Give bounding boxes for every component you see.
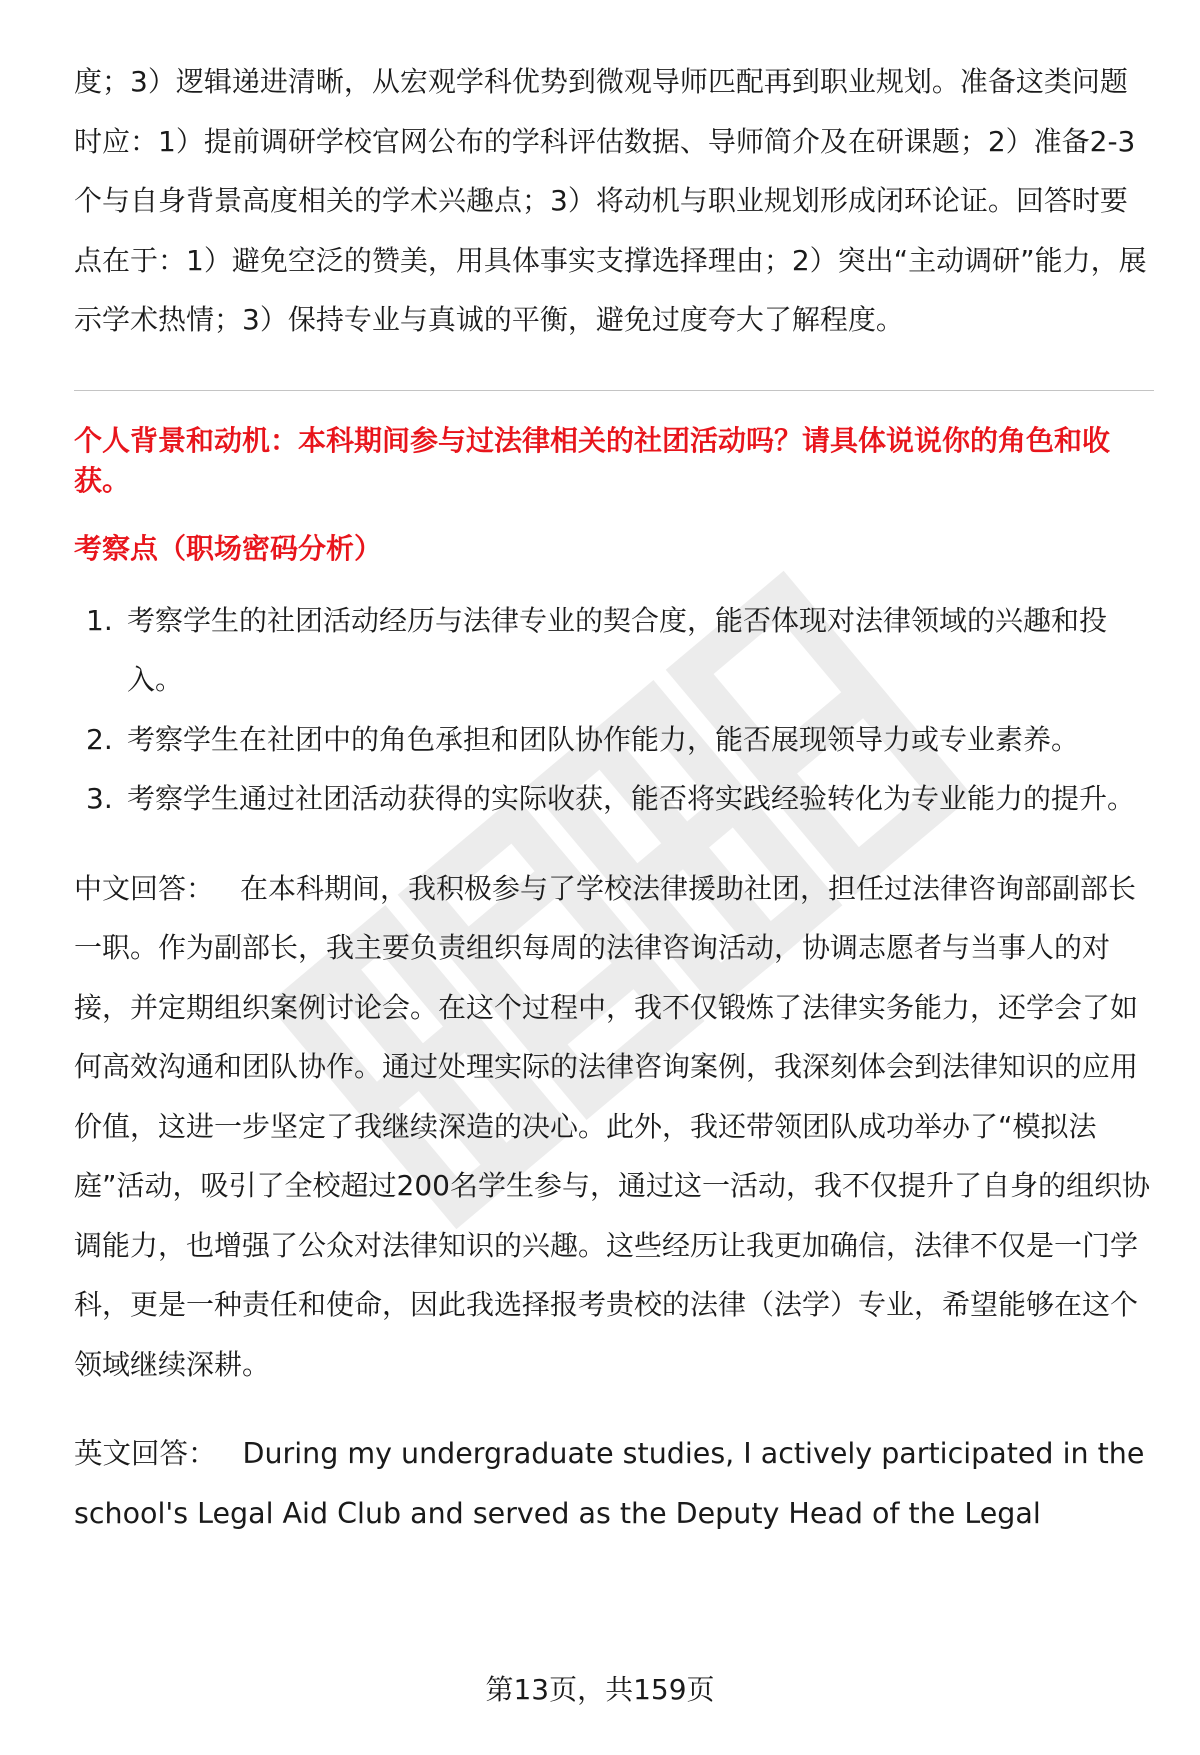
english-answer-text: During my undergraduate studies, I actively participated in the school's Legal Aid Club and served as the Deputy Head of the Legal (74, 1437, 1145, 1530)
chinese-answer (74, 859, 1154, 1395)
assessment-item (74, 591, 1154, 710)
item-text: 考察学生的社团活动经历与法律专业的契合度，能否体现对法律领域的兴趣和投入。 (127, 603, 1108, 696)
item-number: 3. (86, 782, 113, 815)
english-answer (74, 1424, 1154, 1543)
chinese-answer-label: 中文回答： (74, 871, 215, 905)
section-divider (74, 390, 1154, 391)
assessment-item (74, 710, 1154, 770)
assessment-list (74, 591, 1154, 829)
item-number: 2. (86, 722, 113, 756)
item-number: 1. (86, 603, 113, 637)
english-answer-label: 英文回答： (74, 1437, 217, 1470)
item-text: 考察学生通过社团活动获得的实际收获，能否将实践经验转化为专业能力的提升。 (127, 782, 1136, 815)
assessment-item (74, 769, 1154, 829)
question-heading: 个人背景和动机：本科期间参与过法律相关的社团活动吗？请具体说说你的角色和收获。 (74, 423, 1111, 497)
intro-paragraph: 度；3）逻辑递进清晰，从宏观学科优势到微观导师匹配再到职业规划。准备这类问题时应：1）提前调研学校官网公布的学科评估数据、导师简介及在研课题；2）准备2-3个与自身背景高度相关的学术兴趣点；3）将动机与职业规划形成闭环论证。回答时要点在于：1）避免空泛的赞美，用具体事实支撑选择理由；2）突出“主动调研”能力，展示学术热情；3）保持专业与真诚的平衡，避免过度夸大了解程度。 (74, 65, 1147, 336)
chinese-answer-text: 在本科期间，我积极参与了学校法律援助社团，担任过法律咨询部副部长一职。作为副部长，我主要负责组织每周的法律咨询活动，协调志愿者与当事人的对接，并定期组织案例讨论会。在这个过程中，我不仅锻炼了法律实务能力，还学会了如何高效沟通和团队协作。通过处理实际的法律咨询案例，我深刻体会到法律知识的应用价值，这进一步坚定了我继续深造的决心。此外，我还带领团队成功举办了“模拟法庭”活动，吸引了全校超过200名学生参与，通过这一活动，我不仅提升了自身的组织协调能力，也增强了公众对法律知识的兴趣。这些经历让我更加确信，法律不仅是一门学科，更是一种责任和使命，因此我选择报考贵校的法律（法学）专业，希望能够在这个领域继续深耕。 (74, 871, 1150, 1381)
assessment-heading: 考察点（职场密码分析） (74, 531, 383, 565)
page-footer: 第13页，共159页 (485, 1673, 715, 1706)
item-text: 考察学生在社团中的角色承担和团队协作能力，能否展现领导力或专业素养。 (127, 722, 1080, 756)
document-page (74, 52, 1154, 1543)
